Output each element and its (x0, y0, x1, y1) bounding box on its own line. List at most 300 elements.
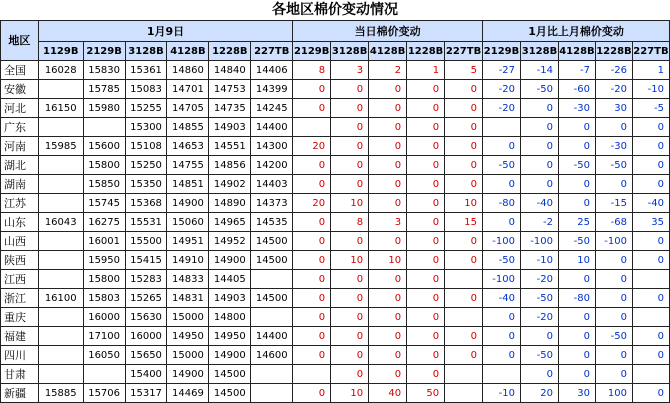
price-cell (38, 194, 83, 213)
change-cell: 0 (407, 156, 445, 175)
price-cell: 16100 (38, 289, 83, 308)
compare-cell: -100 (521, 232, 559, 251)
compare-cell: 0 (558, 365, 595, 384)
region-header: 地区 (1, 21, 39, 61)
compare-cell: 25 (558, 213, 595, 232)
change-cell: 0 (445, 327, 483, 346)
change-col-header: 227TB (445, 42, 483, 61)
change-cell: 15 (445, 213, 483, 232)
compare-cell: 0 (595, 270, 632, 289)
change-cell: 0 (369, 80, 407, 99)
price-cell (38, 232, 83, 251)
table-row (1, 365, 670, 384)
compare-cell: 0 (521, 99, 559, 118)
compare-cell: -10 (521, 251, 559, 270)
change-cell: 10 (331, 194, 369, 213)
change-cell (293, 365, 331, 384)
price-cell: 15255 (125, 99, 167, 118)
change-cell: 0 (293, 99, 331, 118)
price-cell: 14400 (251, 327, 293, 346)
compare-cell: 0 (632, 137, 669, 156)
compare-cell: 0 (558, 137, 595, 156)
region-cell: 安徽 (1, 80, 39, 99)
change-cell: 0 (407, 118, 445, 137)
price-cell: 15785 (83, 80, 125, 99)
change-cell: 0 (407, 99, 445, 118)
price-cell: 15361 (125, 61, 167, 80)
region-cell: 全国 (1, 61, 39, 80)
change-cell: 0 (369, 175, 407, 194)
change-cell: 0 (293, 80, 331, 99)
price-cell: 15000 (167, 308, 209, 327)
change-cell: 0 (331, 175, 369, 194)
compare-cell: -10 (632, 80, 669, 99)
price-cell: 15108 (125, 137, 167, 156)
change-cell: 0 (331, 156, 369, 175)
compare-cell: -14 (521, 61, 559, 80)
change-col-header: 1228B (407, 42, 445, 61)
compare-cell: 0 (558, 194, 595, 213)
compare-cell: 35 (632, 213, 669, 232)
table-row (1, 346, 670, 365)
table-row (1, 137, 670, 156)
compare-cell: 0 (521, 365, 559, 384)
region-cell: 湖南 (1, 175, 39, 194)
price-cell: 16028 (38, 61, 83, 80)
compare-cell: -100 (483, 270, 521, 289)
region-cell: 河南 (1, 137, 39, 156)
change-cell: 0 (369, 194, 407, 213)
change-cell: 0 (369, 137, 407, 156)
change-cell (445, 308, 483, 327)
region-cell: 广东 (1, 118, 39, 137)
compare-cell: 0 (558, 308, 595, 327)
change-cell: 0 (445, 289, 483, 308)
price-cell: 14469 (167, 384, 209, 403)
compare-cell: 0 (595, 251, 632, 270)
compare-cell: 0 (595, 175, 632, 194)
price-cell: 15885 (38, 384, 83, 403)
price-cell: 14399 (251, 80, 293, 99)
price-cell (38, 365, 83, 384)
change-cell: 0 (407, 213, 445, 232)
compare-cell (483, 118, 521, 137)
change-cell: 0 (331, 137, 369, 156)
price-col-header: 3128B (125, 42, 167, 61)
compare-cell: -30 (595, 137, 632, 156)
change-cell: 0 (445, 99, 483, 118)
compare-cell: -60 (558, 80, 595, 99)
table-row (1, 175, 670, 194)
change-cell: 10 (331, 251, 369, 270)
compare-cell (483, 365, 521, 384)
region-cell: 甘肃 (1, 365, 39, 384)
compare-cell (632, 308, 669, 327)
price-cell: 14735 (209, 99, 251, 118)
table-row (1, 61, 670, 80)
compare-cell: -20 (483, 80, 521, 99)
change-cell: 0 (445, 137, 483, 156)
compare-cell: 0 (558, 118, 595, 137)
price-col-header: 227TB (251, 42, 293, 61)
price-cell: 15830 (83, 61, 125, 80)
region-cell: 四川 (1, 346, 39, 365)
price-cell: 15317 (125, 384, 167, 403)
region-cell: 浙江 (1, 289, 39, 308)
compare-cell: -20 (595, 80, 632, 99)
compare-cell: 0 (521, 327, 559, 346)
change-cell: 0 (407, 137, 445, 156)
compare-cell: 0 (595, 308, 632, 327)
change-cell: 0 (369, 118, 407, 137)
price-cell: 14903 (209, 289, 251, 308)
price-cell: 16001 (83, 232, 125, 251)
price-cell (83, 118, 125, 137)
change-cell: 0 (331, 289, 369, 308)
change-cell (293, 118, 331, 137)
price-cell: 14900 (209, 346, 251, 365)
change-cell: 0 (445, 232, 483, 251)
change-cell: 0 (369, 99, 407, 118)
price-cell: 16043 (38, 213, 83, 232)
compare-cell: 0 (521, 156, 559, 175)
change-cell: 0 (331, 118, 369, 137)
change-cell (445, 384, 483, 403)
compare-cell: -2 (521, 213, 559, 232)
price-cell (38, 175, 83, 194)
compare-cell: 0 (483, 308, 521, 327)
table-row (1, 156, 670, 175)
compare-cell: 0 (632, 346, 669, 365)
change-cell: 0 (331, 232, 369, 251)
price-cell: 14900 (167, 194, 209, 213)
price-cell: 14551 (209, 137, 251, 156)
compare-cell: -15 (595, 194, 632, 213)
change-cell: 0 (407, 194, 445, 213)
compare-cell: -68 (595, 213, 632, 232)
price-cell: 14500 (209, 365, 251, 384)
change-cell: 40 (369, 384, 407, 403)
compare-cell: -50 (521, 289, 559, 308)
compare-col-header: 1228B (595, 42, 632, 61)
compare-cell: -5 (632, 99, 669, 118)
change-cell (445, 270, 483, 289)
region-cell: 重庆 (1, 308, 39, 327)
compare-cell: -40 (521, 194, 559, 213)
price-cell: 14900 (167, 365, 209, 384)
price-cell: 15800 (83, 156, 125, 175)
compare-cell: -50 (521, 80, 559, 99)
compare-cell: 0 (595, 346, 632, 365)
price-cell: 14950 (167, 327, 209, 346)
compare-cell: 0 (483, 346, 521, 365)
price-cell: 15500 (125, 232, 167, 251)
compare-cell: -40 (632, 194, 669, 213)
price-cell (38, 308, 83, 327)
price-cell (83, 365, 125, 384)
compare-cell: 30 (595, 99, 632, 118)
compare-cell: 0 (595, 118, 632, 137)
change-cell: 0 (331, 270, 369, 289)
price-cell: 15706 (83, 384, 125, 403)
price-col-header: 1228B (209, 42, 251, 61)
change-cell: 1 (407, 61, 445, 80)
change-cell: 0 (293, 232, 331, 251)
compare-cell: 0 (632, 251, 669, 270)
compare-cell: 0 (595, 289, 632, 308)
change-cell: 0 (369, 270, 407, 289)
compare-cell: -50 (558, 156, 595, 175)
change-cell: 0 (407, 175, 445, 194)
price-cell: 15265 (125, 289, 167, 308)
change-cell: 0 (331, 308, 369, 327)
compare-cell: 0 (595, 365, 632, 384)
change-cell: 0 (331, 80, 369, 99)
table-row (1, 251, 670, 270)
price-cell: 15400 (125, 365, 167, 384)
price-cell: 14951 (167, 232, 209, 251)
table-row (1, 194, 670, 213)
compare-cell: 0 (632, 118, 669, 137)
price-cell (251, 384, 293, 403)
change-cell: 20 (293, 137, 331, 156)
price-cell: 14403 (251, 175, 293, 194)
compare-cell: -20 (483, 99, 521, 118)
change-col-header: 3128B (331, 42, 369, 61)
region-cell: 江西 (1, 270, 39, 289)
price-cell: 15985 (38, 137, 83, 156)
compare-cell: 0 (558, 327, 595, 346)
compare-cell: 30 (558, 384, 595, 403)
compare-cell: 0 (521, 175, 559, 194)
compare-cell: 100 (595, 384, 632, 403)
price-cell: 14500 (251, 289, 293, 308)
price-cell (38, 80, 83, 99)
change-cell: 0 (369, 308, 407, 327)
change-cell: 20 (293, 194, 331, 213)
compare-cell (632, 365, 669, 384)
change-cell: 3 (369, 213, 407, 232)
change-cell: 0 (445, 80, 483, 99)
table-row (1, 384, 670, 403)
change-cell: 0 (293, 346, 331, 365)
compare-cell: 0 (521, 118, 559, 137)
compare-cell: -50 (558, 232, 595, 251)
change-cell: 0 (293, 270, 331, 289)
change-cell: 0 (369, 232, 407, 251)
price-cell: 14753 (209, 80, 251, 99)
price-cell: 15803 (83, 289, 125, 308)
change-cell: 0 (445, 156, 483, 175)
price-cell (38, 118, 83, 137)
price-cell (251, 308, 293, 327)
table-row (1, 289, 670, 308)
price-cell: 15300 (125, 118, 167, 137)
price-cell: 16150 (38, 99, 83, 118)
compare-cell: -50 (595, 327, 632, 346)
compare-cell: -100 (483, 232, 521, 251)
price-cell: 15850 (83, 175, 125, 194)
compare-cell: -10 (483, 384, 521, 403)
compare-cell: -50 (483, 251, 521, 270)
region-cell: 山东 (1, 213, 39, 232)
change-cell: 0 (369, 365, 407, 384)
change-cell: 0 (293, 289, 331, 308)
price-cell: 14653 (167, 137, 209, 156)
page-title: 各地区棉价变动情况 (272, 1, 398, 18)
change-cell: 0 (445, 175, 483, 194)
compare-cell: 0 (632, 156, 669, 175)
compare-cell: -50 (595, 156, 632, 175)
price-cell (38, 346, 83, 365)
change-cell: 0 (331, 346, 369, 365)
compare-cell: 1 (632, 61, 669, 80)
price-cell: 15650 (125, 346, 167, 365)
region-cell: 湖北 (1, 156, 39, 175)
compare-cell: 0 (483, 213, 521, 232)
price-col-header: 1129B (38, 42, 83, 61)
change-cell: 10 (331, 384, 369, 403)
change-cell: 0 (407, 251, 445, 270)
table-row (1, 327, 670, 346)
change-cell: 0 (445, 251, 483, 270)
region-cell: 福建 (1, 327, 39, 346)
region-cell: 陕西 (1, 251, 39, 270)
price-cell: 17100 (83, 327, 125, 346)
price-cell: 14840 (209, 61, 251, 80)
compare-cell: -50 (483, 156, 521, 175)
price-cell: 14831 (167, 289, 209, 308)
change-cell: 50 (407, 384, 445, 403)
compare-cell: 10 (558, 251, 595, 270)
price-cell: 15250 (125, 156, 167, 175)
change-cell (445, 365, 483, 384)
change-cell: 0 (407, 270, 445, 289)
change-cell: 0 (445, 346, 483, 365)
change-cell: 5 (445, 61, 483, 80)
price-cell (38, 270, 83, 289)
price-cell: 15600 (83, 137, 125, 156)
change-cell: 0 (407, 80, 445, 99)
price-cell: 14952 (209, 232, 251, 251)
price-cell: 15980 (83, 99, 125, 118)
change-cell: 0 (293, 327, 331, 346)
compare-col-header: 227TB (632, 42, 669, 61)
compare-cell: -50 (521, 346, 559, 365)
price-cell (251, 270, 293, 289)
change-cell: 8 (293, 61, 331, 80)
price-cell: 14200 (251, 156, 293, 175)
price-cell: 15283 (125, 270, 167, 289)
table-row (1, 80, 670, 99)
change-cell: 0 (445, 118, 483, 137)
change-cell: 10 (369, 251, 407, 270)
price-col-header: 4128B (167, 42, 209, 61)
price-col-header: 2129B (83, 42, 125, 61)
change-cell: 8 (331, 213, 369, 232)
compare-col-header: 2129B (483, 42, 521, 61)
price-cell: 14903 (209, 118, 251, 137)
price-cell: 14500 (251, 232, 293, 251)
compare-col-header: 4128B (558, 42, 595, 61)
price-cell: 14833 (167, 270, 209, 289)
compare-group-header: 1月比上月棉价变动 (483, 21, 670, 42)
price-group-header: 1月9日 (38, 21, 292, 42)
price-cell: 14406 (251, 61, 293, 80)
price-cell: 14900 (209, 251, 251, 270)
change-cell: 0 (331, 365, 369, 384)
change-cell: 3 (331, 61, 369, 80)
change-cell: 0 (407, 289, 445, 308)
region-cell: 江苏 (1, 194, 39, 213)
compare-cell: -26 (595, 61, 632, 80)
change-cell: 0 (407, 232, 445, 251)
price-cell: 15531 (125, 213, 167, 232)
price-cell: 14600 (251, 346, 293, 365)
compare-cell: 0 (483, 175, 521, 194)
table-row (1, 232, 670, 251)
price-cell: 14910 (167, 251, 209, 270)
table-row (1, 99, 670, 118)
change-group-header: 当日棉价变动 (293, 21, 483, 42)
price-cell: 16000 (125, 327, 167, 346)
compare-cell: -40 (483, 289, 521, 308)
price-cell (38, 251, 83, 270)
price-cell: 14965 (209, 213, 251, 232)
price-cell: 15745 (83, 194, 125, 213)
price-cell: 16050 (83, 346, 125, 365)
compare-cell: -80 (483, 194, 521, 213)
price-cell (38, 327, 83, 346)
change-cell: 0 (331, 99, 369, 118)
compare-cell: -30 (558, 99, 595, 118)
compare-cell: 0 (632, 289, 669, 308)
price-cell: 14800 (209, 308, 251, 327)
region-cell: 河北 (1, 99, 39, 118)
price-cell: 15350 (125, 175, 167, 194)
compare-cell: -20 (521, 270, 559, 289)
price-cell: 14405 (209, 270, 251, 289)
table-row (1, 270, 670, 289)
price-cell (38, 156, 83, 175)
change-cell: 0 (369, 346, 407, 365)
price-cell: 14400 (251, 118, 293, 137)
compare-cell: -7 (558, 61, 595, 80)
price-cell: 14500 (251, 251, 293, 270)
compare-cell: -20 (521, 308, 559, 327)
compare-cell: 20 (521, 384, 559, 403)
change-cell: 0 (293, 156, 331, 175)
price-cell: 14860 (167, 61, 209, 80)
price-cell: 15800 (83, 270, 125, 289)
change-cell: 0 (407, 365, 445, 384)
compare-cell: 0 (632, 327, 669, 346)
price-cell: 14755 (167, 156, 209, 175)
compare-cell: -80 (558, 289, 595, 308)
change-cell: 0 (293, 175, 331, 194)
change-cell: 0 (369, 289, 407, 308)
price-cell: 14890 (209, 194, 251, 213)
price-cell: 14705 (167, 99, 209, 118)
change-col-header: 2129B (293, 42, 331, 61)
table-row (1, 308, 670, 327)
compare-cell: 0 (483, 137, 521, 156)
price-cell: 14950 (209, 327, 251, 346)
change-cell: 0 (293, 308, 331, 327)
change-cell: 0 (369, 156, 407, 175)
price-cell: 14373 (251, 194, 293, 213)
compare-cell: 0 (632, 384, 669, 403)
